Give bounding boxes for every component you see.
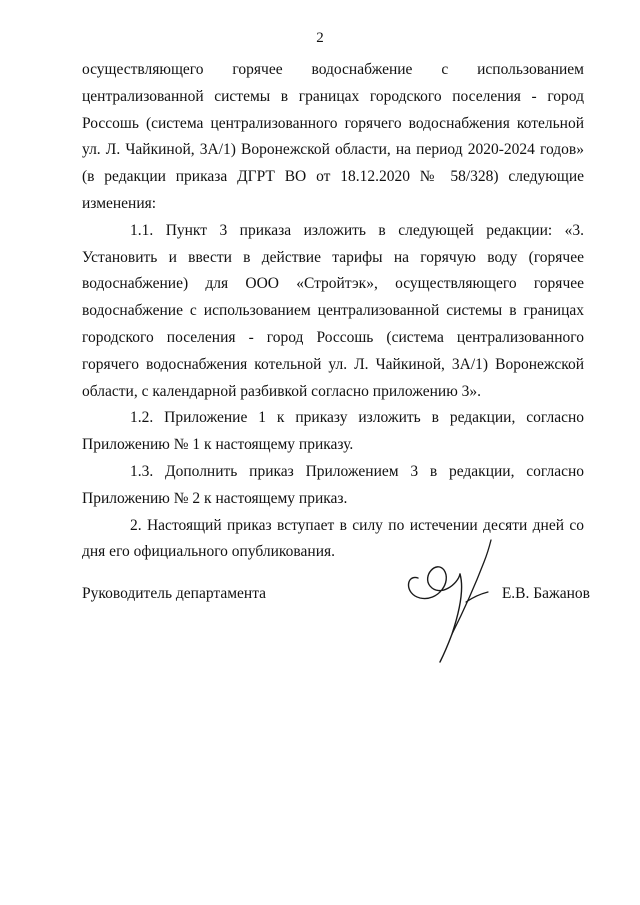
signature-block xyxy=(82,585,590,615)
signer-name: Е.В. Бажанов xyxy=(501,585,590,602)
signer-title: Руководитель департамента xyxy=(82,585,267,602)
paragraph-1-1: 1.1. Пункт 3 приказа изложить в следующей редакции: «3. Установить и ввести в действие тарифы на горячую воду (горячее водоснабжение) для ООО «Стройтэк», осуществляющего горячее водоснабжение с использованием централизованной системы в границах городского поселения - город Россошь (система централизованного горячего водоснабжения котельной ул. Л. Чайкиной, 3А/1) Воронежской области, с календарной разбивкой согласно приложению 3». xyxy=(82,221,584,400)
paragraph-1-3: 1.3. Дополнить приказ Приложением 3 в редакции, согласно Приложению № 2 к настоящему приказ. xyxy=(82,462,584,507)
paragraph-intro: осуществляющего горячее водоснабжение с использованием централизованной системы в границах городского поселения - город Россошь (система централизованного горячего водоснабжения котельной ул. Л. Чайкиной, 3А/1) Воронежской области, на период 2020-2024 годов» (в редакции приказа ДГРТ ВО от 18.12.2020 № 58/328) следующие изменения: xyxy=(82,61,584,212)
page-number: 2 xyxy=(316,30,324,46)
signature-stroke-rise xyxy=(452,540,491,634)
handwritten-signature xyxy=(400,538,512,663)
paragraph-2: 2. Настоящий приказ вступает в силу по истечении десяти дней со дня его официального опубликования. xyxy=(82,516,584,561)
signature-stroke-loop xyxy=(409,567,461,599)
document-body xyxy=(82,57,584,566)
paragraph-1-2: 1.2. Приложение 1 к приказу изложить в редакции, согласно Приложению № 1 к настоящему приказу. xyxy=(82,409,584,454)
